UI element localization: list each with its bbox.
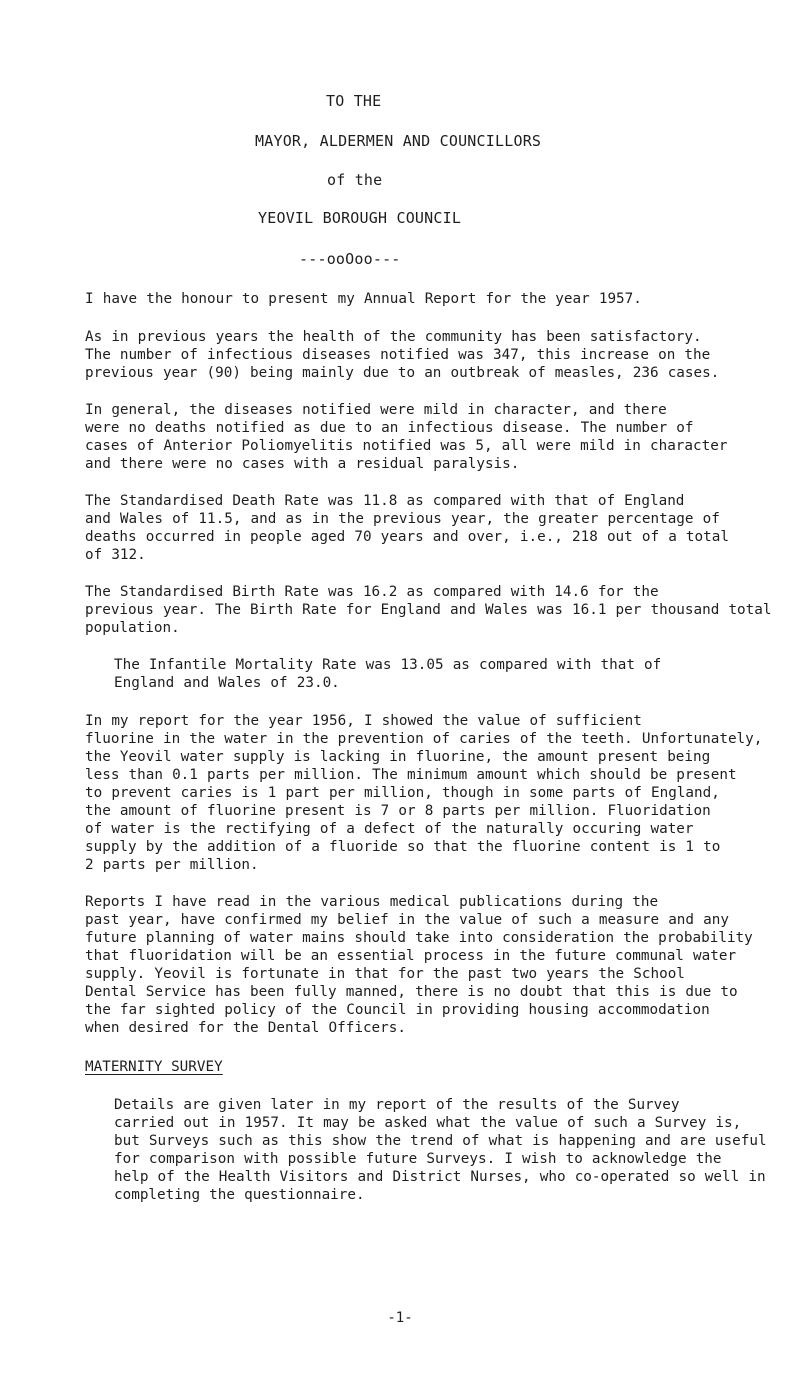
paragraph-intro: I have the honour to present my Annual Report for the year 1957. (85, 291, 642, 307)
heading-council: YEOVIL BOROUGH COUNCIL (258, 209, 462, 227)
paragraph-infant-mortality: The Infantile Mortality Rate was 13.05 as compared with that of England and Wales of 23.0. (114, 657, 662, 691)
report-body (85, 290, 775, 1204)
paragraph-health: As in previous years the health of the community has been satisfactory. The number of infectious diseases notified was 347, this increase on the previous year (90) being mainly due to an outbreak of measles, 236 cases. (85, 329, 720, 381)
heading-addressees: MAYOR, ALDERMEN AND COUNCILLORS (255, 132, 542, 150)
paragraph-birth-rate: The Standardised Birth Rate was 16.2 as compared with 14.6 for the previous year. The Birth Rate for England and Wales was 16.1 per thousand total population. (85, 584, 772, 636)
maternity-survey-heading: MATERNITY SURVEY (85, 1059, 223, 1075)
paragraph-death-rate: The Standardised Death Rate was 11.8 as compared with that of England and Wales of 11.5, and as in the previous year, the greater percentage of deaths occurred in people aged 70 years and over, i.e., 218 out of a total of 312. (85, 493, 729, 563)
paragraph-fluoridation: Reports I have read in the various medical publications during the past year, have confirmed my belief in the value of such a measure and any future planning of water mains should take into consideration the probability that fluoridation will be an essential process in the future communal water supply. Yeovil is fortunate in that for the past two years the School Dental Service has been fully manned, there is no doubt that this is due to the far sighted policy of the Council in providing housing accommodation when desired for the Dental Officers. (85, 894, 753, 1036)
page-number: -1- (387, 1310, 413, 1326)
heading-to-the: TO THE (326, 92, 382, 110)
heading-divider: ---ooOoo--- (299, 250, 401, 268)
paragraph-maternity-survey: Details are given later in my report of the results of the Survey carried out in 1957. It may be asked what the value of such a Survey is, but Surveys such as this show the trend of what is happening and are useful for comparison with possible future Surveys. I wish to acknowledge the help of the Health Visitors and District Nurses, who co-operated so well in completing the questionnaire. (114, 1097, 767, 1203)
paragraph-fluorine: In my report for the year 1956, I showed the value of sufficient fluorine in the water in the prevention of caries of the teeth. Unfortunately, the Yeovil water supply is lacking in fluorine, the amount present being less than 0.1 parts per million. The minimum amount which should be present to prevent caries is 1 part per million, though in some parts of England, the amount of fluorine present is 7 or 8 parts per million. Fluoridation of water is the rectifying of a defect of the naturally occuring water supply by the addition of a fluoride so that the fluorine content is 1 to 2 parts per million. (85, 713, 763, 873)
heading-of-the: of the (327, 171, 383, 189)
paragraph-diseases: In general, the diseases notified were mild in character, and there were no deaths notified as due to an infectious disease. The number of cases of Anterior Poliomyelitis notified was 5, all were mild in character and there were no cases with a residual paralysis. (85, 402, 728, 472)
